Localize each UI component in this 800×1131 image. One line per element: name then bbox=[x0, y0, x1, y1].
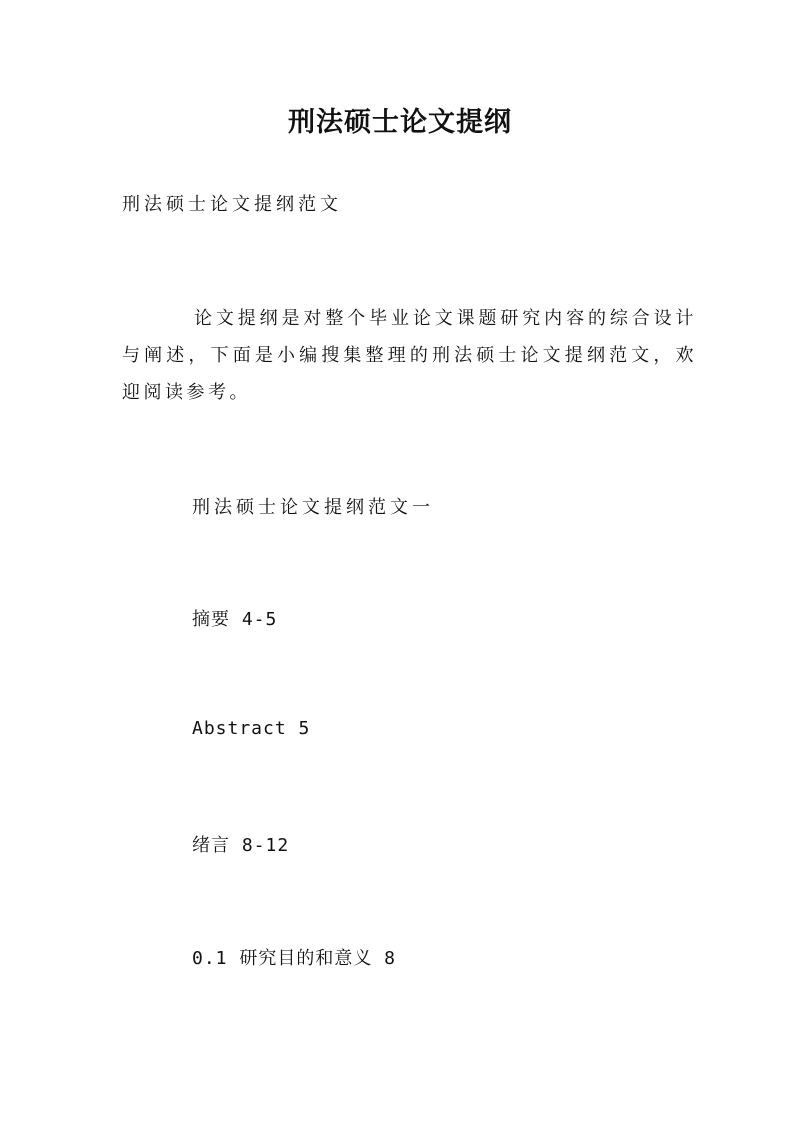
section-heading: 刑法硕士论文提纲范文一 bbox=[192, 497, 434, 518]
document-subtitle: 刑法硕士论文提纲范文 bbox=[122, 194, 342, 215]
outline-item-abstract-cn: 摘要 4-5 bbox=[192, 609, 278, 630]
outline-item-abstract-en: Abstract 5 bbox=[192, 718, 311, 739]
document-title: 刑法硕士论文提纲 bbox=[288, 107, 512, 138]
outline-item-research-purpose: 0.1 研究目的和意义 8 bbox=[192, 948, 397, 969]
outline-item-introduction: 绪言 8-12 bbox=[192, 835, 290, 856]
intro-paragraph: 论文提纲是对整个毕业论文课题研究内容的综合设计与阐述，下面是小编搜集整理的刑法硕士论文提纲范文，欢迎阅读参考。 bbox=[122, 308, 697, 403]
